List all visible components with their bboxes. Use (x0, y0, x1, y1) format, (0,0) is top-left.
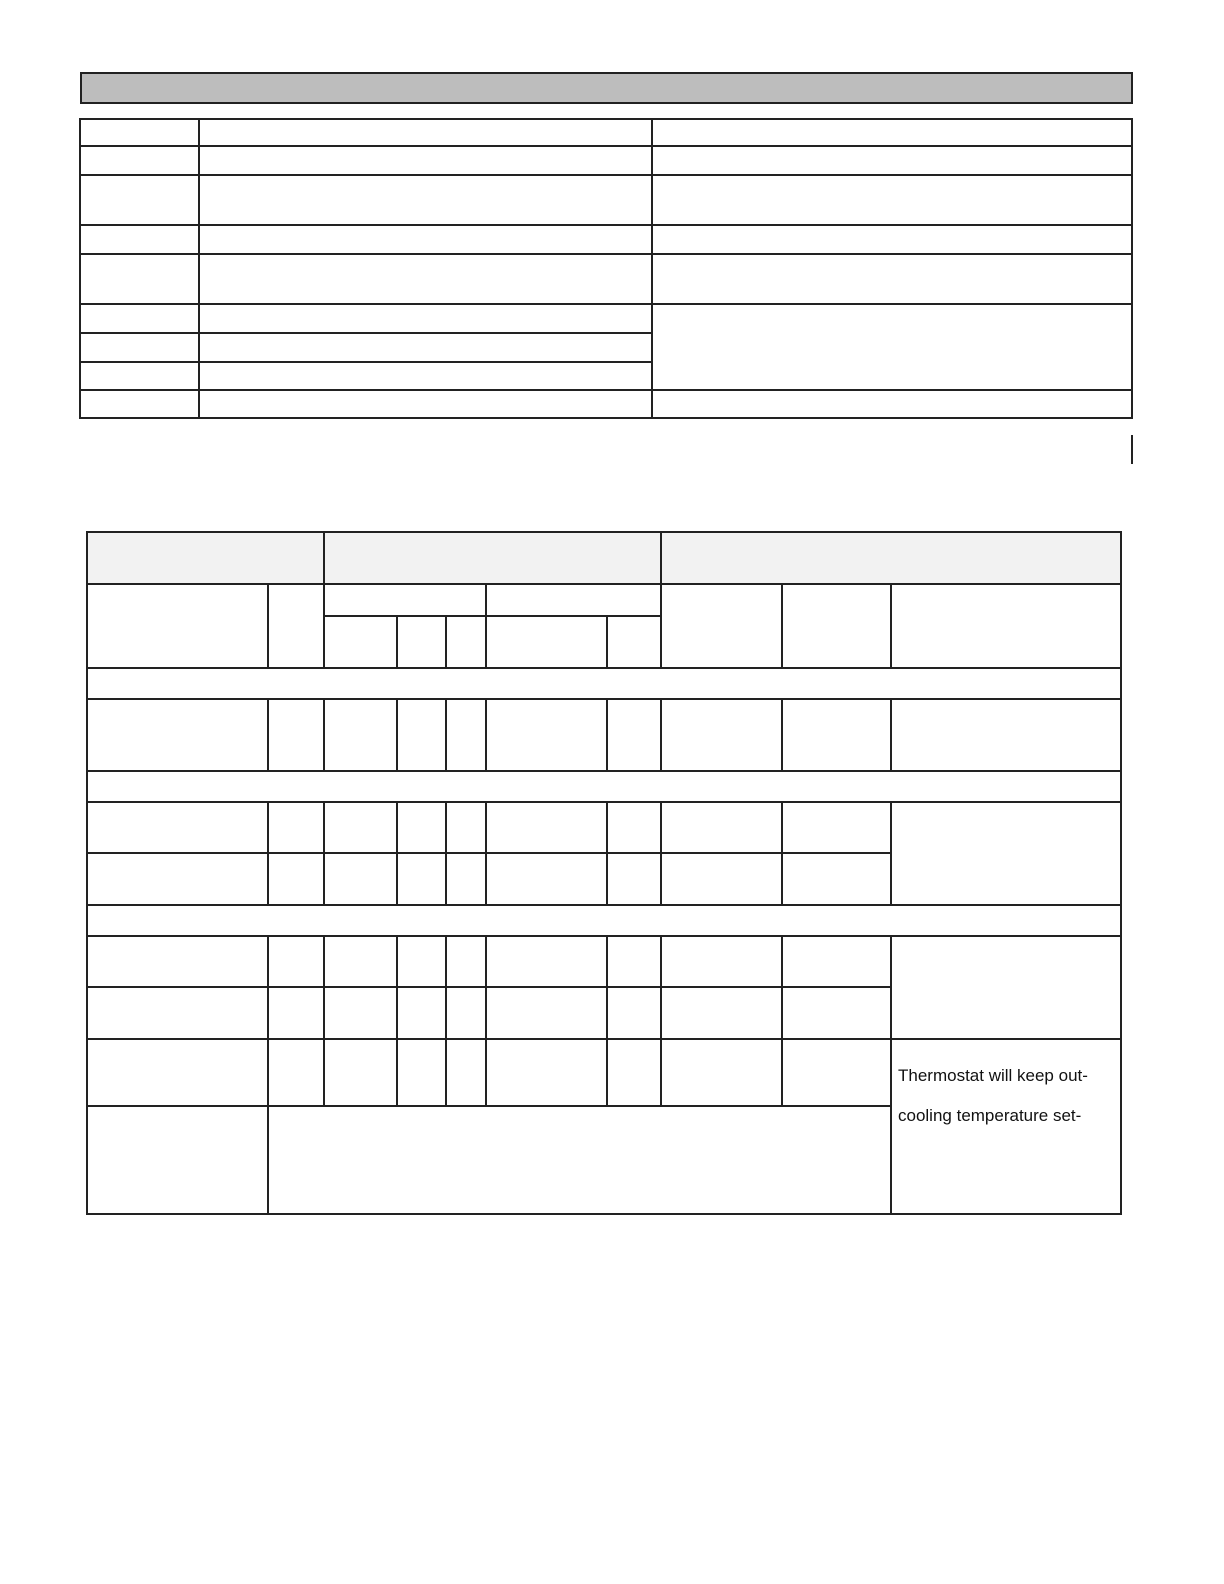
note-text-line: cooling temperature set- (898, 1106, 1082, 1125)
table-rule (890, 935, 892, 1215)
table-rule (267, 583, 269, 669)
table-rule (660, 935, 662, 1107)
table-rule (445, 698, 447, 772)
table-header-row (88, 532, 1120, 583)
table-rule (660, 698, 662, 772)
table-rule (606, 615, 608, 669)
table-rule (86, 698, 1122, 700)
table-rule (86, 801, 1122, 803)
table-rule (396, 801, 398, 906)
table-rule (396, 935, 398, 1107)
table-rule (86, 667, 1122, 669)
table-rule (323, 531, 325, 669)
table-rule (323, 935, 325, 1107)
table-rule (445, 801, 447, 906)
table-rule (396, 615, 398, 669)
table-rule (323, 615, 661, 617)
table-rule (890, 583, 892, 669)
table-rule (660, 531, 662, 669)
table-rule (606, 801, 608, 906)
table-rule (86, 1213, 1122, 1215)
table-rule (781, 698, 783, 772)
table-rule (86, 852, 892, 854)
table-rule (781, 935, 783, 1107)
table-rule (485, 583, 487, 669)
table-rule (606, 935, 608, 1107)
table-rule (86, 531, 1122, 533)
table-rule (396, 698, 398, 772)
table-rule (781, 801, 783, 906)
table-rule (485, 801, 487, 906)
table-rule (1120, 531, 1122, 1215)
table-rule (323, 698, 325, 772)
note-text-line: Thermostat will keep out- (898, 1066, 1088, 1085)
table-rule (86, 1038, 1122, 1040)
table-rule (267, 698, 269, 772)
table-rule (890, 698, 892, 772)
table-rule (890, 801, 892, 906)
table-rule (660, 801, 662, 906)
table-rule (86, 770, 1122, 772)
table-rule (86, 583, 1122, 585)
table-rule (267, 801, 269, 906)
table-rule (86, 904, 1122, 906)
table-rule (485, 698, 487, 772)
table-rule (323, 801, 325, 906)
table-rule (445, 615, 447, 669)
table-rule (86, 935, 1122, 937)
table-rule (485, 935, 487, 1107)
table-rule (781, 583, 783, 669)
table-rule (86, 531, 88, 1215)
table-rule (86, 986, 892, 988)
table-rule (445, 935, 447, 1107)
table-rule (267, 935, 269, 1215)
table-rule (606, 698, 608, 772)
table-rule (86, 1105, 892, 1107)
